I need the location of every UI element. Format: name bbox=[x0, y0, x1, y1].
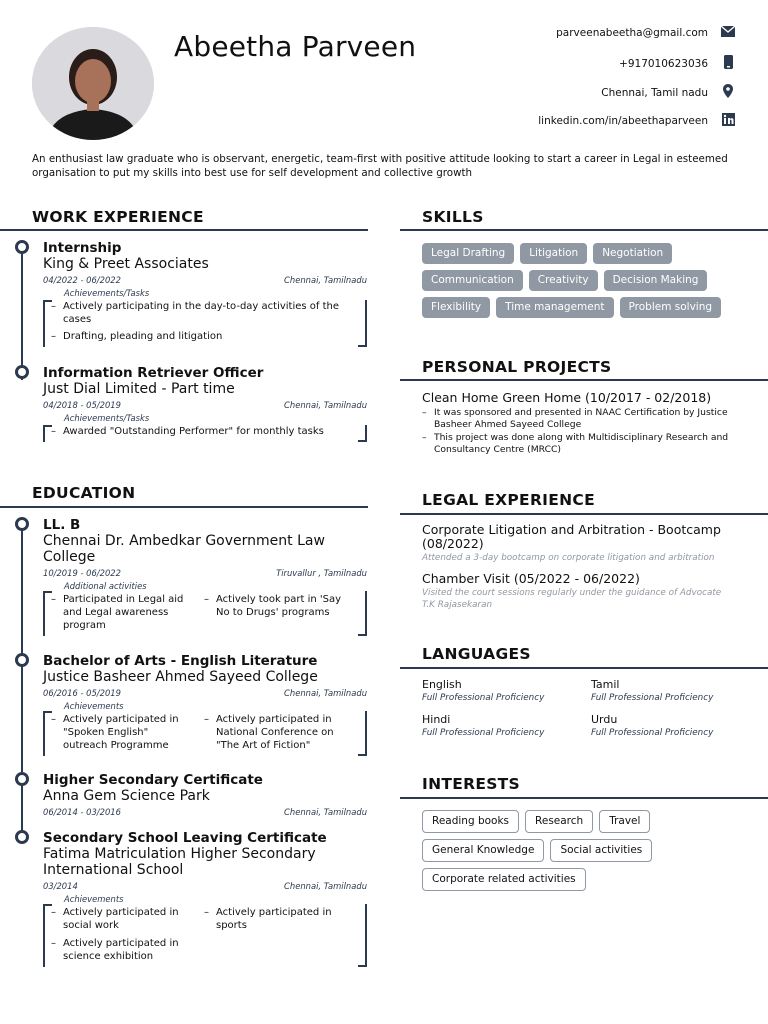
skills-divider bbox=[400, 229, 768, 231]
list-item: – Actively took part in 'Say No to Drugs' programs bbox=[216, 593, 347, 619]
languages-heading: LANGUAGES bbox=[422, 645, 531, 663]
institution: Fatima Matriculation Higher Secondary International School bbox=[43, 846, 316, 878]
entry-dates: 03/2014 bbox=[43, 881, 78, 891]
candidate-name: Abeetha Parveen bbox=[174, 30, 417, 63]
job-title: Internship bbox=[43, 240, 122, 256]
language-item bbox=[422, 713, 544, 738]
timeline-dot bbox=[15, 830, 29, 844]
list-item: – Actively participated in "Spoken English" outreach Programme bbox=[63, 713, 194, 752]
timeline-dot bbox=[15, 517, 29, 531]
institution: Chennai Dr. Ambedkar Government Law College bbox=[43, 533, 325, 565]
contact-email[interactable] bbox=[436, 26, 736, 40]
achievements-label: Achievements bbox=[64, 701, 124, 711]
list-item: – It was sponsored and presented in NAAC Certification by Justice Basheer Ahmed Sayeed College bbox=[434, 407, 744, 430]
language-name: Tamil bbox=[591, 678, 620, 691]
work-experience-divider bbox=[0, 229, 368, 231]
timeline-dot bbox=[15, 772, 29, 786]
legal-entry-description: Attended a 3-day bootcamp on corporate litigation and arbitration bbox=[422, 553, 715, 563]
achievements-label: Achievements/Tasks bbox=[64, 288, 150, 298]
institution: Justice Basheer Ahmed Sayeed College bbox=[43, 669, 318, 685]
achievements-label: Achievements/Tasks bbox=[64, 413, 150, 423]
education-entry bbox=[43, 772, 367, 817]
list-item: – Drafting, pleading and litigation bbox=[63, 330, 353, 343]
achievements-list bbox=[43, 300, 367, 347]
phone-icon bbox=[720, 55, 736, 72]
legal-entry-title: Chamber Visit (05/2022 - 06/2022) bbox=[422, 571, 640, 586]
skills-list bbox=[422, 243, 742, 324]
entry-location: Chennai, Tamilnadu bbox=[284, 807, 367, 817]
language-level: Full Professional Proficiency bbox=[591, 728, 714, 738]
interest-tag: Research bbox=[525, 810, 593, 833]
achievements-list bbox=[43, 425, 367, 442]
list-item: – Actively participated in sports bbox=[216, 906, 347, 932]
legal-entry bbox=[422, 523, 722, 564]
profile-summary: An enthusiast law graduate who is observant, energetic, team-first with positive attitude looking to start a career in Legal in esteemed organisation to put my skills into best use for self development and collective growth bbox=[32, 153, 728, 179]
entry-location: Chennai, Tamilnadu bbox=[284, 275, 367, 285]
list-item: – Actively participated in National Conference on "The Art of Fiction" bbox=[216, 713, 347, 752]
employer: King & Preet Associates bbox=[43, 256, 209, 272]
contact-linkedin[interactable] bbox=[436, 113, 736, 129]
entry-dates: 10/2019 - 06/2022 bbox=[43, 568, 121, 578]
work-experience-heading: WORK EXPERIENCE bbox=[32, 208, 204, 226]
work-entry bbox=[43, 365, 367, 442]
contact-location-text: Chennai, Tamil nadu bbox=[601, 86, 708, 99]
timeline-dot bbox=[15, 653, 29, 667]
interests-heading: INTERESTS bbox=[422, 775, 521, 793]
timeline-dot bbox=[15, 240, 29, 254]
entry-meta bbox=[43, 275, 367, 285]
entry-dates: 06/2014 - 03/2016 bbox=[43, 807, 121, 817]
language-name: English bbox=[422, 678, 462, 691]
legal-entry bbox=[422, 572, 732, 611]
person-avatar-icon bbox=[32, 27, 154, 140]
skills-heading: SKILLS bbox=[422, 208, 484, 226]
contact-phone-text: +917010623036 bbox=[619, 57, 708, 70]
list-item: – Actively participated in science exhibition bbox=[63, 937, 194, 963]
entry-location: Tiruvallur , Tamilnadu bbox=[276, 568, 367, 578]
legal-entry-title: Corporate Litigation and Arbitration - Bootcamp (08/2022) bbox=[422, 522, 721, 551]
language-level: Full Professional Proficiency bbox=[422, 728, 545, 738]
skill-chip: Problem solving bbox=[620, 297, 722, 318]
education-entry bbox=[43, 830, 367, 967]
degree-title: LL. B bbox=[43, 517, 81, 533]
degree-title: Bachelor of Arts - English Literature bbox=[43, 653, 318, 669]
work-entry bbox=[43, 240, 367, 347]
languages-divider bbox=[400, 667, 768, 669]
email-icon bbox=[720, 26, 736, 40]
list-item: – Actively participated in social work bbox=[63, 906, 194, 932]
skill-chip: Legal Drafting bbox=[422, 243, 514, 264]
education-entry bbox=[43, 517, 367, 636]
entry-dates: 04/2018 - 05/2019 bbox=[43, 400, 121, 410]
legal-entry-description: Visited the court sessions regularly under the guidance of Advocate T.K Rajasekaran bbox=[422, 588, 722, 610]
skill-chip: Creativity bbox=[529, 270, 598, 291]
job-title: Information Retriever Officer bbox=[43, 365, 264, 381]
entry-meta bbox=[43, 568, 367, 578]
entry-meta bbox=[43, 688, 367, 698]
profile-photo bbox=[32, 27, 154, 140]
list-item: – Actively participating in the day-to-day activities of the cases bbox=[63, 300, 353, 326]
entry-location: Chennai, Tamilnadu bbox=[284, 881, 367, 891]
entry-dates: 06/2016 - 05/2019 bbox=[43, 688, 121, 698]
entry-meta bbox=[43, 400, 367, 410]
degree-title: Higher Secondary Certificate bbox=[43, 772, 263, 788]
achievements-label: Achievements bbox=[64, 894, 124, 904]
entry-meta bbox=[43, 807, 367, 817]
skill-chip: Time management bbox=[496, 297, 613, 318]
project-details bbox=[434, 407, 744, 457]
interest-tag: General Knowledge bbox=[422, 839, 544, 862]
education-heading: EDUCATION bbox=[32, 484, 136, 502]
list-item: – Awarded "Outstanding Performer" for monthly tasks bbox=[63, 425, 353, 438]
language-item bbox=[591, 713, 713, 738]
project-name: Clean Home Green Home (10/2017 - 02/2018) bbox=[422, 390, 712, 405]
contact-phone[interactable] bbox=[436, 55, 736, 72]
legal-experience-divider bbox=[400, 513, 768, 515]
list-item: – Participated in Legal aid and Legal awareness program bbox=[63, 593, 194, 632]
interests-list bbox=[422, 810, 742, 897]
interest-tag: Travel bbox=[599, 810, 650, 833]
language-level: Full Professional Proficiency bbox=[422, 693, 545, 703]
degree-title: Secondary School Leaving Certificate bbox=[43, 830, 327, 846]
achievements-list bbox=[43, 591, 367, 636]
education-entry bbox=[43, 653, 367, 756]
work-timeline bbox=[21, 252, 23, 380]
interests-divider bbox=[400, 797, 768, 799]
language-level: Full Professional Proficiency bbox=[591, 693, 714, 703]
interest-tag: Corporate related activities bbox=[422, 868, 586, 891]
skill-chip: Decision Making bbox=[604, 270, 708, 291]
contact-email-text: parveenabeetha@gmail.com bbox=[556, 27, 708, 39]
timeline-dot bbox=[15, 365, 29, 379]
language-item bbox=[591, 678, 713, 703]
language-name: Urdu bbox=[591, 713, 618, 726]
achievements-label: Additional activities bbox=[64, 581, 147, 591]
location-icon bbox=[720, 84, 736, 101]
achievements-list bbox=[43, 711, 367, 756]
projects-divider bbox=[400, 379, 768, 381]
skill-chip: Flexibility bbox=[422, 297, 490, 318]
entry-location: Chennai, Tamilnadu bbox=[284, 400, 367, 410]
skill-chip: Litigation bbox=[520, 243, 587, 264]
interest-tag: Reading books bbox=[422, 810, 519, 833]
employer: Just Dial Limited - Part time bbox=[43, 381, 235, 397]
language-name: Hindi bbox=[422, 713, 451, 726]
education-timeline bbox=[21, 528, 23, 840]
skill-chip: Negotiation bbox=[593, 243, 672, 264]
legal-experience-heading: LEGAL EXPERIENCE bbox=[422, 491, 595, 509]
institution: Anna Gem Science Park bbox=[43, 788, 210, 804]
linkedin-icon bbox=[720, 113, 736, 129]
achievements-list bbox=[43, 904, 367, 967]
entry-dates: 04/2022 - 06/2022 bbox=[43, 275, 121, 285]
contact-location bbox=[436, 84, 736, 101]
language-item bbox=[422, 678, 544, 703]
contact-linkedin-text: linkedin.com/in/abeethaparveen bbox=[538, 115, 708, 127]
education-divider bbox=[0, 506, 368, 508]
projects-heading: PERSONAL PROJECTS bbox=[422, 358, 612, 376]
interest-tag: Social activities bbox=[550, 839, 652, 862]
entry-meta bbox=[43, 881, 367, 891]
entry-location: Chennai, Tamilnadu bbox=[284, 688, 367, 698]
skill-chip: Communication bbox=[422, 270, 523, 291]
list-item: – This project was done along with Multidisciplinary Research and Consultancy Centre (MRCC) bbox=[434, 432, 744, 455]
